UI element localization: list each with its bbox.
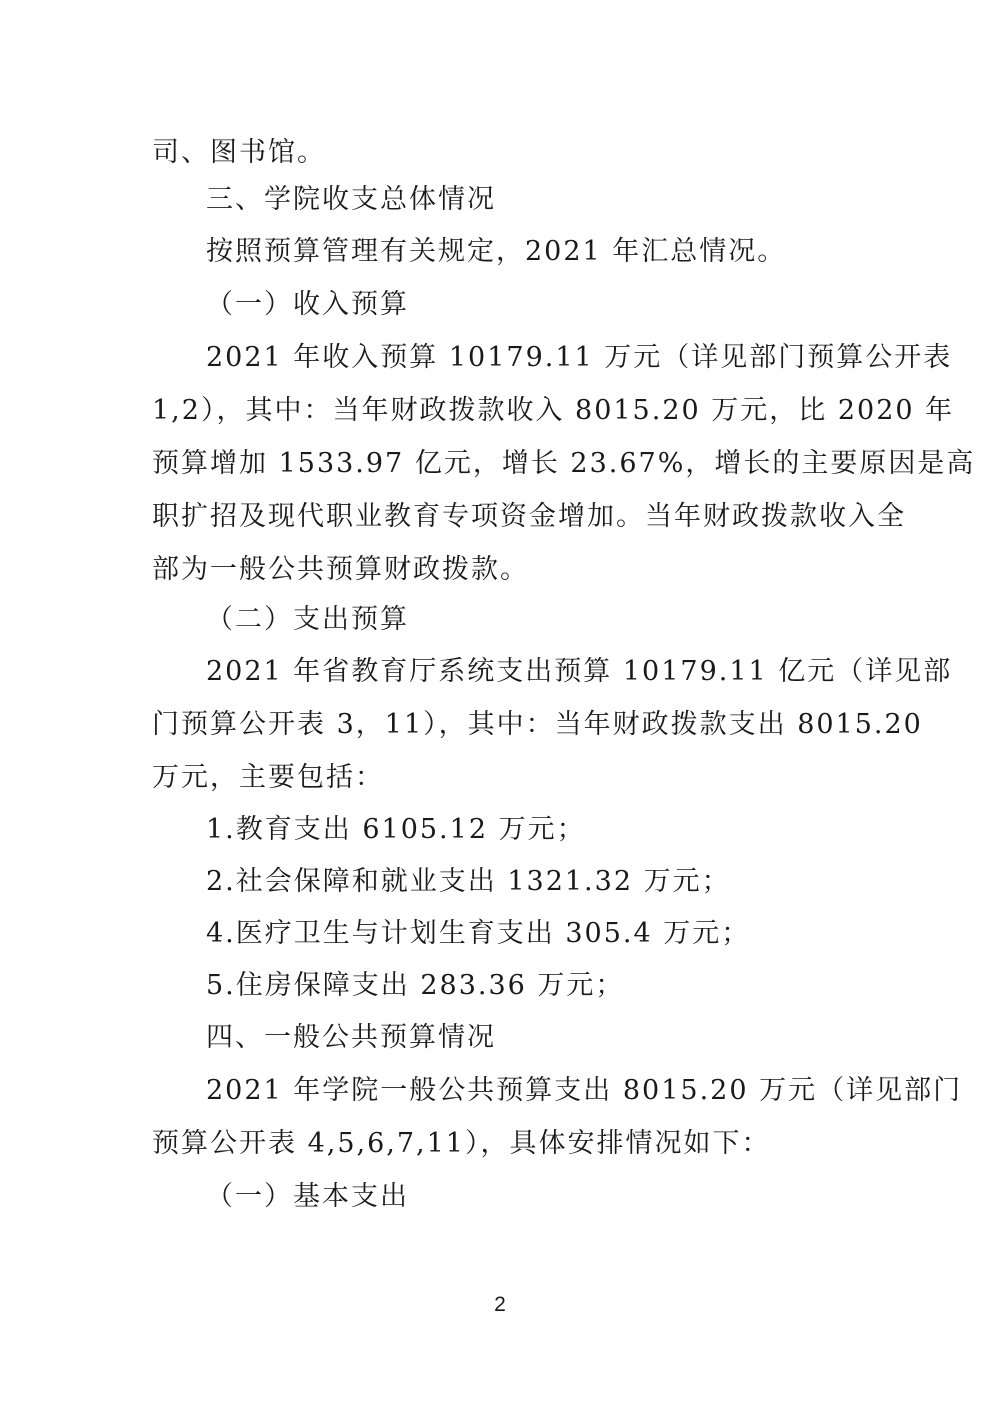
section-heading-4: 四、一般公共预算情况 [206, 1022, 496, 1053]
subheading-basic-expenditure: （一）基本支出 [206, 1181, 409, 1212]
income-paragraph-line-3: 预算增加 1533.97 亿元，增长 23.67%，增长的主要原因是高 [152, 448, 976, 479]
income-paragraph-line-2: 1,2），其中：当年财政拨款收入 8015.20 万元，比 2020 年 [152, 395, 955, 426]
paragraph-continuation: 司、图书馆。 [152, 137, 326, 168]
expenditure-paragraph-line-2: 门预算公开表 3，11），其中：当年财政拨款支出 8015.20 [152, 709, 923, 740]
expenditure-item-5: 5.住房保障支出 283.36 万元； [206, 970, 625, 1001]
section-heading-3: 三、学院收支总体情况 [206, 184, 496, 215]
income-paragraph-line-1: 2021 年收入预算 10179.11 万元（详见部门预算公开表 [206, 342, 953, 373]
income-paragraph-line-5: 部为一般公共预算财政拨款。 [152, 554, 529, 585]
income-paragraph-line-4: 职扩招及现代职业教育专项资金增加。当年财政拨款收入全 [152, 501, 906, 532]
summary-paragraph: 按照预算管理有关规定，2021 年汇总情况。 [206, 236, 787, 267]
expenditure-paragraph-line-3: 万元，主要包括： [152, 762, 384, 793]
general-budget-paragraph-line-2: 预算公开表 4,5,6,7,11），具体安排情况如下： [152, 1128, 771, 1159]
expenditure-item-2: 2.社会保障和就业支出 1321.32 万元； [206, 866, 731, 897]
subheading-income-budget: （一）收入预算 [206, 289, 409, 320]
general-budget-paragraph-line-1: 2021 年学院一般公共预算支出 8015.20 万元（详见部门 [206, 1075, 963, 1106]
expenditure-item-4: 4.医疗卫生与计划生育支出 305.4 万元； [206, 918, 751, 949]
expenditure-item-1: 1.教育支出 6105.12 万元； [206, 814, 586, 845]
subheading-expenditure-budget: （二）支出预算 [206, 604, 409, 635]
expenditure-paragraph-line-1: 2021 年省教育厅系统支出预算 10179.11 亿元（详见部 [206, 656, 953, 687]
page-number: 2 [494, 1293, 506, 1316]
